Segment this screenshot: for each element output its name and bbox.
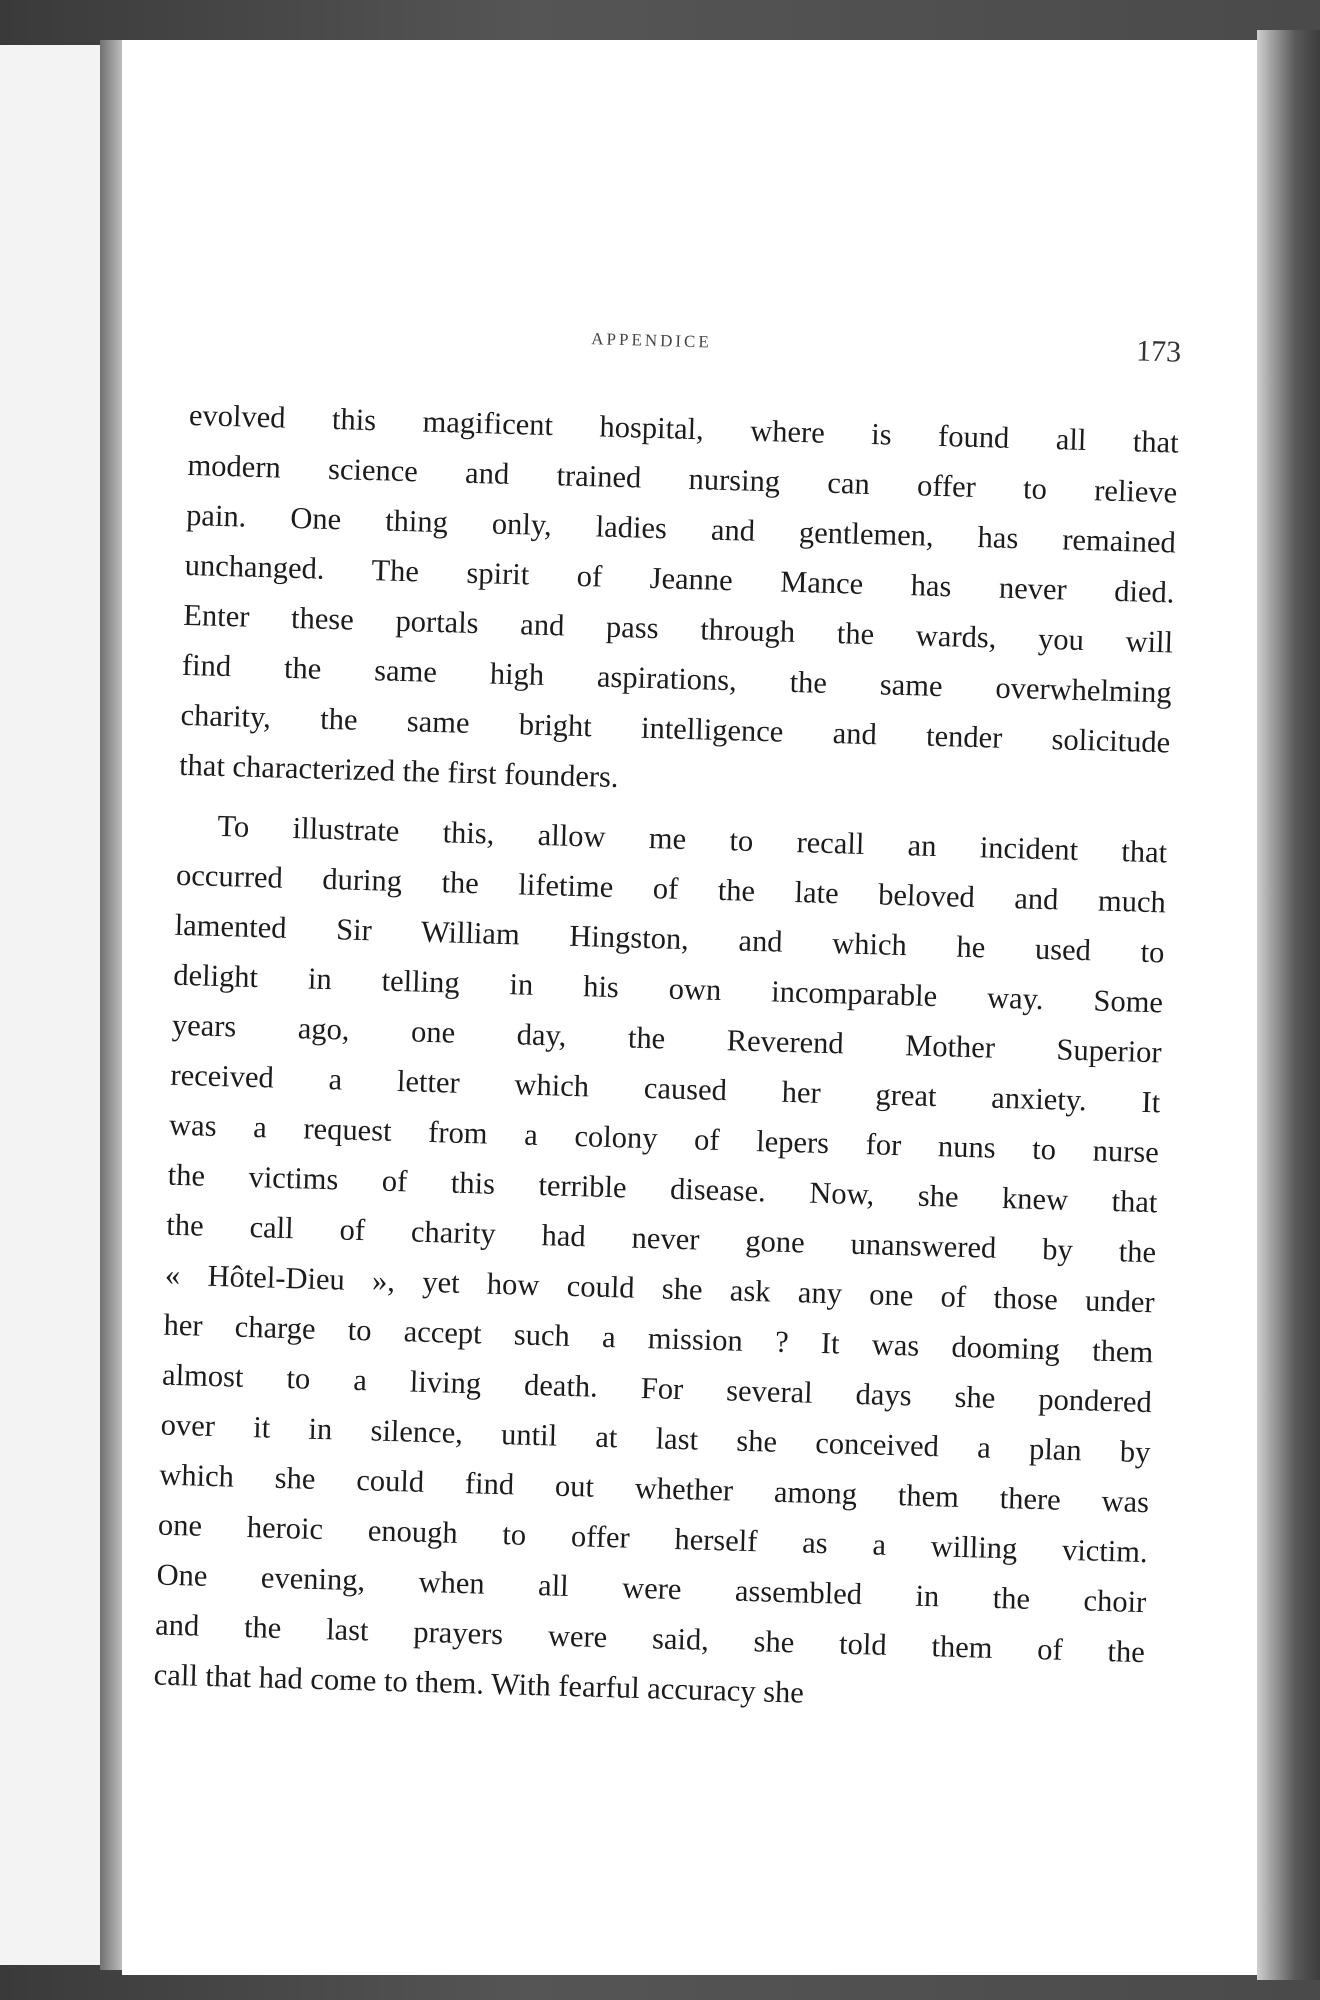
text-line: To illustrate this, allow me to recall an incident that: [217, 808, 1168, 870]
text-line: that characterized the first founders.: [178, 747, 620, 795]
text-line: over it in silence, until at last she conceived a plan by: [160, 1407, 1151, 1470]
text-line: lamented Sir William Hingston, and which he used to: [174, 907, 1165, 970]
page-text-block: [153, 308, 1181, 1727]
body-text: [153, 390, 1179, 1727]
text-line: occurred during the lifetime of the late beloved and much: [175, 857, 1167, 920]
text-line: received a letter which caused her great anxiety. It: [170, 1057, 1161, 1120]
text-line: delight in telling in his own incomparable way. Some: [172, 957, 1164, 1020]
text-line: which she could find out whether among them there was: [158, 1457, 1150, 1520]
page-stack-edge: [1257, 30, 1320, 1980]
text-line: find the same high aspirations, the same overwhelming: [181, 647, 1173, 710]
text-line: pain. One thing only, ladies and gentlemen, has remained: [185, 497, 1177, 560]
book-page: [122, 40, 1257, 1975]
running-head: [191, 308, 1182, 386]
text-line: her charge to accept such a mission ? It was dooming them: [163, 1307, 1154, 1370]
paragraph: [179, 390, 1180, 817]
text-line: call that had come to them. With fearful accuracy she: [153, 1657, 805, 1710]
book-gutter: [100, 40, 122, 1970]
text-line: « Hôtel-Dieu », yet how could she ask any one of those under: [164, 1257, 1156, 1320]
text-line: almost to a living death. For several days she pondered: [161, 1357, 1153, 1420]
text-line: charity, the same bright intelligence and tender solicitude: [180, 697, 1171, 760]
text-line: the victims of this terrible disease. Now, she knew that: [167, 1157, 1158, 1220]
text-line: one heroic enough to offer herself as a willing victim.: [157, 1507, 1149, 1570]
text-line: One evening, when all were assembled in the choir: [156, 1557, 1147, 1620]
paragraph: [153, 800, 1168, 1727]
text-line: and the last prayers were said, she told them of the: [154, 1607, 1146, 1670]
text-line: was a request from a colony of lepers for nuns to nurse: [168, 1107, 1160, 1170]
text-line: modern science and trained nursing can offer to relieve: [187, 447, 1178, 510]
text-line: years ago, one day, the Reverend Mother Superior: [171, 1007, 1163, 1070]
page-number: 173: [1135, 334, 1182, 369]
text-line: unchanged. The spirit of Jeanne Mance has never died.: [184, 547, 1175, 610]
previous-page-edge: [0, 45, 102, 1965]
running-head-title: APPENDICE: [591, 329, 713, 352]
text-line: Enter these portals and pass through the wards, you will: [182, 597, 1174, 660]
text-line: evolved this magificent hospital, where is found all that: [188, 397, 1180, 460]
text-line: the call of charity had never gone unanswered by the: [165, 1207, 1157, 1270]
